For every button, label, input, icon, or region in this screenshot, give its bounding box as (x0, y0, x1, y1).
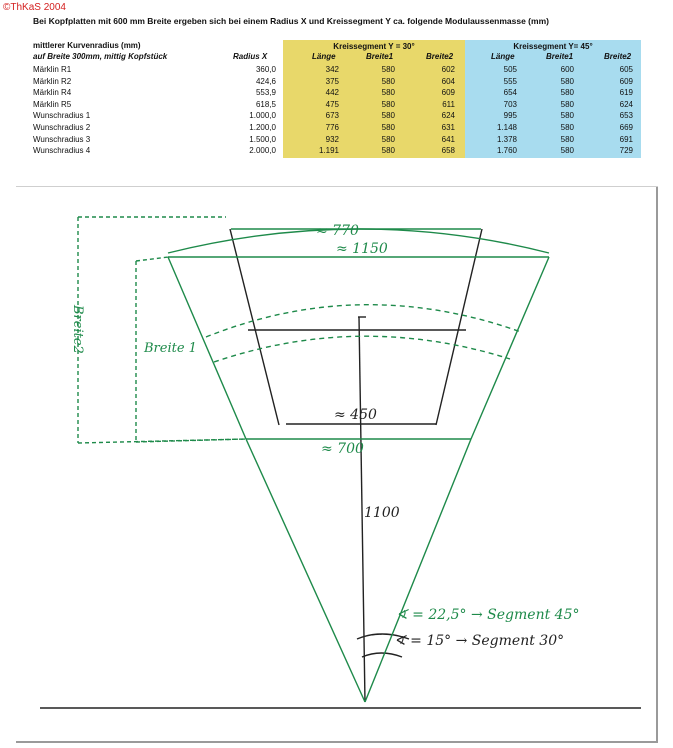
ray-right (365, 439, 471, 702)
green-lines (78, 217, 549, 702)
cell-b2_30: 641 (441, 134, 455, 144)
cell-b2_30: 624 (441, 111, 455, 121)
row-label: Wunschradius 1 (33, 111, 91, 121)
cell-radius: 1.200,0 (249, 123, 276, 132)
row-label: Märklin R1 (33, 65, 72, 74)
angle-arc-tiny (362, 653, 402, 657)
cell-l30: 673 (325, 111, 339, 121)
cell-b2_30: 631 (441, 123, 455, 132)
cell-l45: 995 (503, 111, 517, 121)
cell-b1_45: 580 (560, 111, 574, 121)
breite1-top-ext (136, 257, 168, 261)
cell-b1_45: 580 (560, 76, 574, 86)
cell-l45: 1.148 (496, 123, 517, 132)
cell-b2_45: 691 (619, 134, 633, 144)
cell-b2_30: 658 (441, 146, 455, 156)
cell-b1_30: 580 (381, 134, 395, 144)
radius-header: Radius X (233, 52, 268, 61)
label-breite1: Breite 1 (144, 341, 197, 356)
cell-b1_30: 580 (381, 146, 395, 156)
cell-radius: 618,5 (255, 99, 276, 109)
cell-radius: 424,6 (255, 76, 276, 86)
cell-b2_45: 653 (619, 111, 633, 121)
cell-b1_45: 580 (560, 99, 574, 109)
cell-l30: 776 (325, 123, 339, 132)
cell-b1_45: 600 (560, 65, 574, 74)
cell-l45: 1.760 (496, 146, 517, 156)
ray-left (246, 439, 365, 702)
cell-radius: 1.500,0 (249, 134, 276, 144)
cell-b2_45: 729 (619, 146, 633, 156)
cell-l45: 1.378 (496, 134, 517, 144)
cell-l45: 654 (503, 88, 517, 98)
cell-b2_45: 609 (619, 76, 633, 86)
cell-b2_45: 624 (619, 99, 633, 109)
cell-radius: 360,0 (255, 65, 276, 74)
label-angle-45: ∢ = 22,5° → Segment 45° (396, 607, 580, 623)
row-label: Wunschradius 4 (33, 146, 91, 156)
cell-b1_45: 580 (560, 123, 574, 132)
row-label: Märklin R4 (33, 88, 72, 98)
cell-b2_30: 609 (441, 88, 455, 98)
row-label: Märklin R5 (33, 99, 72, 109)
cell-b1_30: 580 (381, 65, 395, 74)
inner-right-edge (436, 229, 482, 425)
col-breite1-30: Breite1 (366, 52, 394, 61)
label-700: ≈ 700 (321, 441, 364, 457)
col-breite2-30: Breite2 (426, 52, 454, 61)
label-450: ≈ 450 (334, 407, 377, 423)
cell-b2_30: 602 (441, 65, 455, 74)
cell-b2_45: 619 (619, 88, 633, 98)
col-breite2-45: Breite2 (604, 52, 632, 61)
cell-b1_45: 580 (560, 146, 574, 156)
cell-b1_30: 580 (381, 123, 395, 132)
label-header: mittlerer Kurvenradius (mm) (33, 41, 141, 50)
label-subheader: auf Breite 300mm, mittig Kopfstück (33, 52, 168, 61)
dashed-arc-upper (206, 305, 521, 337)
inner-left-edge (230, 229, 279, 425)
col-breite1-45: Breite1 (546, 52, 574, 61)
cell-b1_30: 580 (381, 111, 395, 121)
label-angle-30: ∢ = 15° → Segment 30° (394, 633, 565, 649)
cell-l45: 703 (503, 99, 517, 109)
sketch-paper (16, 186, 658, 743)
cell-b1_30: 580 (381, 88, 395, 98)
cell-l30: 475 (325, 99, 339, 109)
col-laenge-30: Länge (312, 52, 336, 61)
cell-l30: 342 (325, 65, 339, 74)
cell-b2_30: 611 (442, 99, 455, 109)
label-1150: ≈ 1150 (336, 241, 388, 257)
cell-b2_45: 605 (619, 65, 633, 74)
col-laenge-45: Länge (491, 52, 515, 61)
cell-b1_45: 580 (560, 88, 574, 98)
cell-radius: 553,9 (255, 88, 276, 98)
label-1100: 1100 (364, 505, 400, 521)
label-breite2: Breite2 (70, 305, 85, 354)
cell-b2_45: 669 (619, 123, 633, 132)
cell-l45: 555 (503, 76, 517, 86)
outer-right-edge (471, 257, 549, 439)
cell-l30: 375 (325, 76, 339, 86)
cell-radius: 1.000,0 (249, 111, 276, 121)
copyright-text: ©ThKaS 2004 (3, 2, 66, 13)
row-label: Märklin R2 (33, 76, 72, 86)
cell-b2_30: 604 (441, 76, 455, 86)
sketch-drawing (16, 187, 658, 743)
cell-b1_45: 580 (560, 134, 574, 144)
row-label: Wunschradius 3 (33, 134, 91, 144)
modul-table (33, 40, 641, 160)
cell-radius: 2.000,0 (249, 146, 276, 156)
page-heading: Bei Kopfplatten mit 600 mm Breite ergeben sich bei einem Radius X und Kreissegment Y ca. folgende Modulaussenmasse (mm) (33, 16, 549, 26)
row-label: Wunschradius 2 (33, 123, 91, 132)
cell-l30: 1.191 (318, 146, 339, 156)
label-770: ≈ 770 (316, 223, 359, 239)
cell-l30: 932 (325, 134, 339, 144)
cell-b1_30: 580 (381, 99, 395, 109)
cell-l45: 505 (503, 65, 517, 74)
cell-b1_30: 580 (381, 76, 395, 86)
segment30-header: Kreissegment Y = 30° (333, 42, 415, 51)
cell-l30: 442 (325, 88, 339, 98)
segment45-header: Kreissegment Y= 45° (513, 42, 593, 51)
